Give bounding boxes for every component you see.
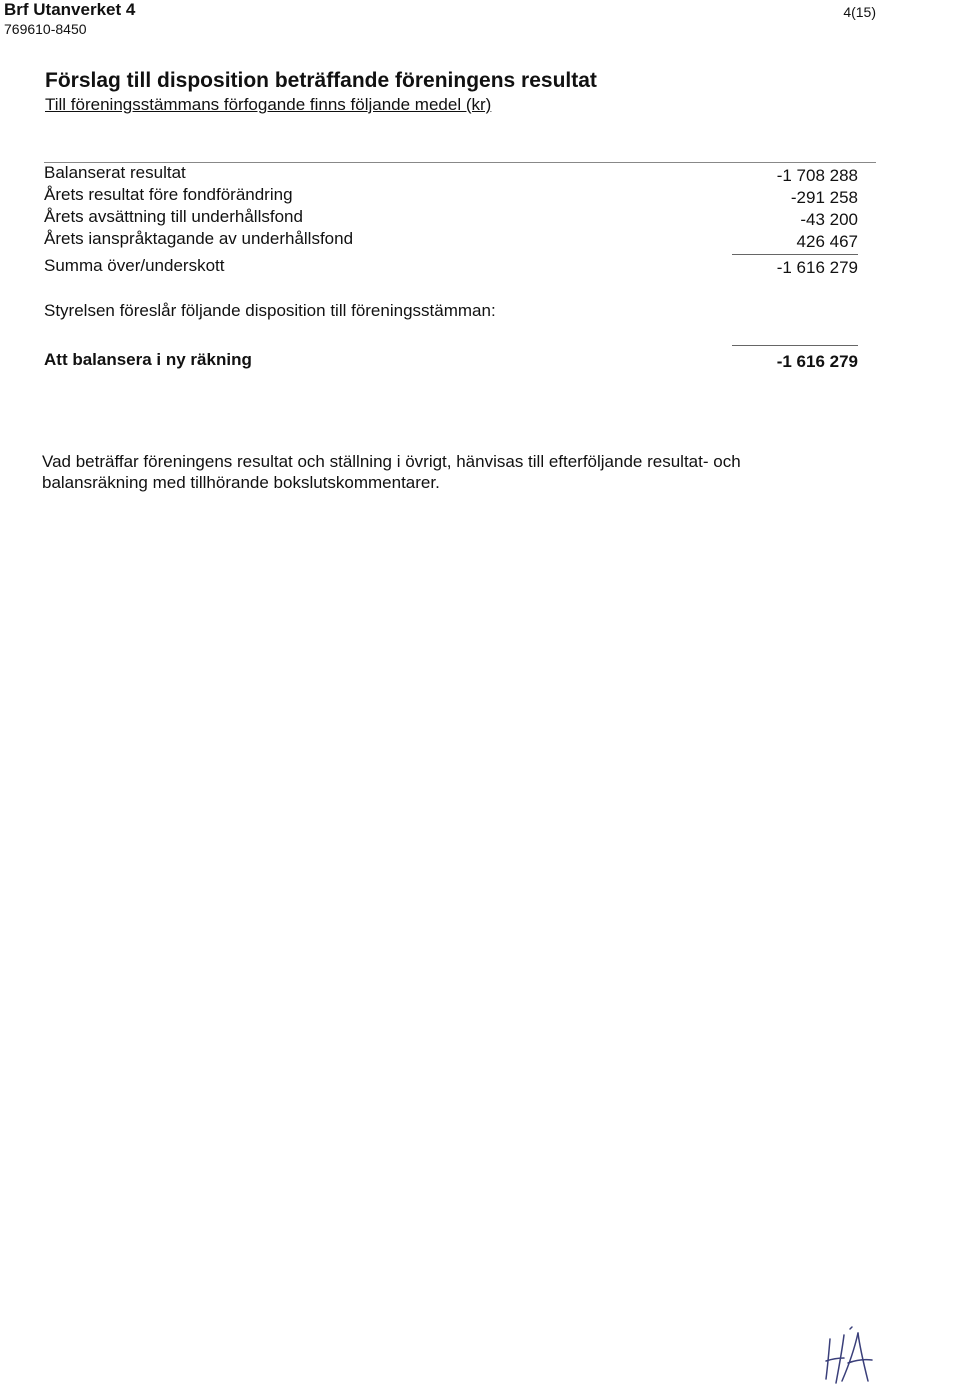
carry-forward-rule bbox=[732, 345, 858, 346]
sum-value: -1 616 279 bbox=[776, 258, 858, 277]
item-label-arets-resultat: Årets resultat före fondförändring bbox=[44, 185, 293, 204]
section-subtitle: Till föreningsstämmans förfogande finns följande medel (kr) bbox=[45, 95, 492, 114]
page-number: 4(15) bbox=[843, 4, 876, 20]
organization-number: 769610-8450 bbox=[4, 21, 87, 37]
closing-note-line-2: balansräkning med tillhörande bokslutskommentarer. bbox=[42, 473, 440, 492]
section-title: Förslag till disposition beträffande föreningens resultat bbox=[45, 69, 597, 92]
signature-drawing bbox=[820, 1325, 876, 1387]
item-value-balanserat: -1 708 288 bbox=[776, 166, 858, 185]
item-label-avsattning: Årets avsättning till underhållsfond bbox=[44, 207, 303, 226]
carry-forward-value: -1 616 279 bbox=[776, 352, 858, 371]
item-label-ianspraktagande: Årets ianspråktagande av underhållsfond bbox=[44, 229, 354, 248]
item-value-avsattning: -43 200 bbox=[800, 210, 858, 229]
item-value-arets-resultat: -291 258 bbox=[790, 188, 858, 207]
sum-label: Summa över/underskott bbox=[44, 256, 225, 275]
closing-note bbox=[42, 451, 842, 493]
signature-initials bbox=[820, 1325, 876, 1392]
carry-forward-label: Att balansera i ny räkning bbox=[44, 350, 252, 369]
closing-note-line-1: Vad beträffar föreningens resultat och ställning i övrigt, hänvisas till efterföljande resultat- och bbox=[42, 452, 741, 471]
organization-name: Brf Utanverket 4 bbox=[4, 0, 136, 19]
item-value-ianspraktagande: 426 467 bbox=[796, 232, 858, 251]
proposal-intro: Styrelsen föreslår följande disposition till föreningsstämman: bbox=[44, 301, 496, 320]
item-label-balanserat: Balanserat resultat bbox=[44, 163, 186, 182]
sum-rule bbox=[732, 254, 858, 255]
